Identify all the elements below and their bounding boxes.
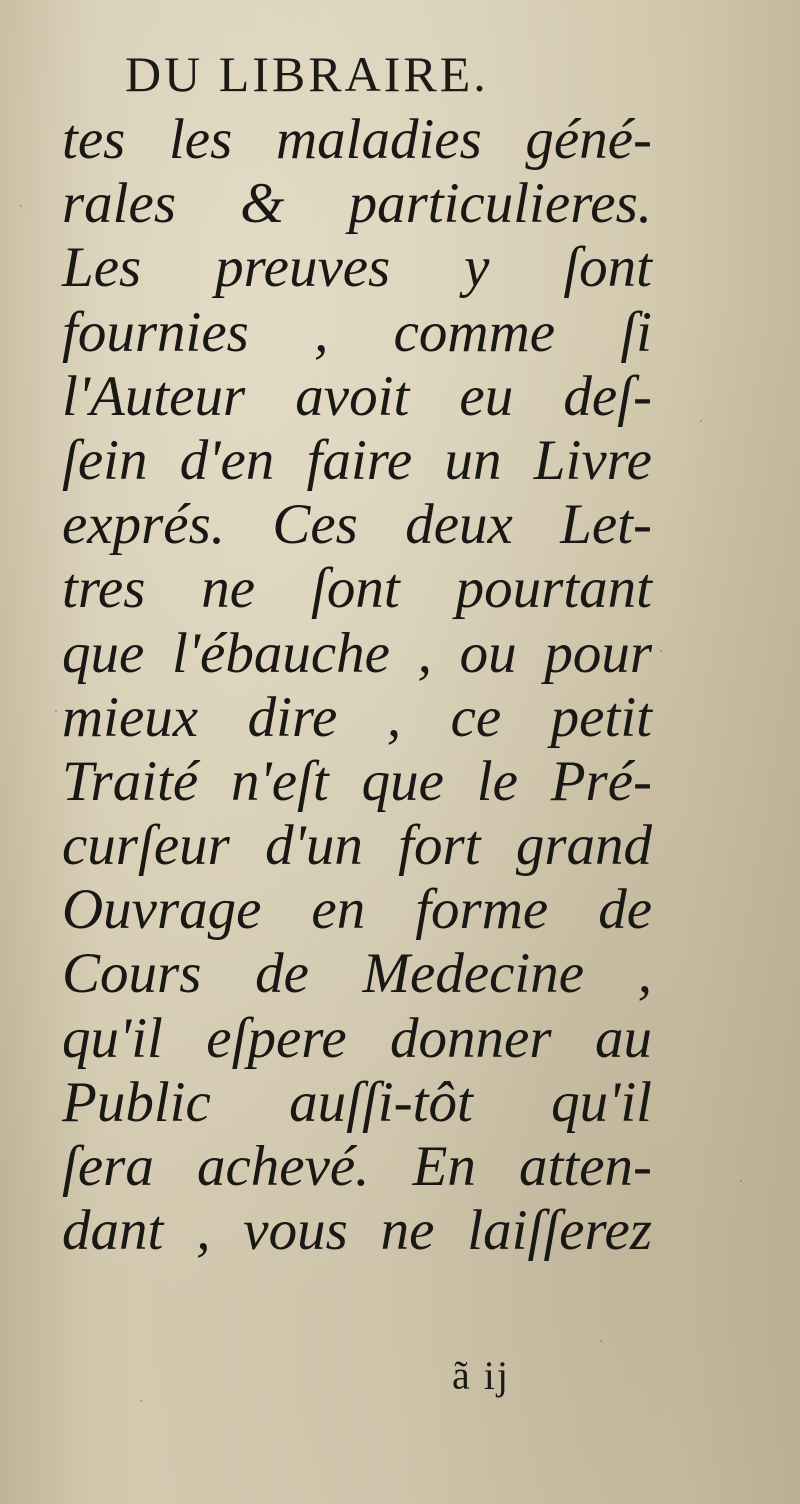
text-line: Traité n'eſt que le Pré- bbox=[62, 749, 652, 813]
text-line: l'Auteur avoit eu deſ- bbox=[62, 364, 652, 428]
paper-speck bbox=[740, 1180, 742, 1182]
text-line: Public auſſi-tôt qu'il bbox=[62, 1070, 652, 1134]
paper-speck bbox=[20, 205, 22, 207]
text-line: tes les maladies géné- bbox=[62, 108, 652, 171]
paper-speck bbox=[55, 710, 57, 712]
text-line: Les preuves y ſont bbox=[62, 236, 652, 300]
paper-speck bbox=[660, 650, 662, 652]
text-line: exprés. Ces deux Let- bbox=[62, 493, 652, 557]
paper-speck bbox=[700, 420, 702, 422]
text-line: tres ne ſont pourtant bbox=[62, 557, 652, 621]
text-line: que l'ébauche , ou pour bbox=[62, 621, 652, 685]
text-line: ſera achevé. En atten- bbox=[62, 1135, 652, 1198]
body-text bbox=[62, 108, 652, 1263]
text-line: Ouvrage en forme de bbox=[62, 878, 652, 942]
text-line: curſeur d'un fort grand bbox=[62, 814, 652, 878]
text-line: qu'il eſpere donner au bbox=[62, 1006, 652, 1070]
running-head: DU LIBRAIRE. bbox=[125, 46, 489, 102]
text-line: Cours de Medecine , bbox=[62, 942, 652, 1006]
signature-mark: ã ij bbox=[452, 1353, 510, 1398]
text-line: ſein d'en faire un Livre bbox=[62, 428, 652, 492]
paper-speck bbox=[600, 1340, 602, 1342]
paper-speck bbox=[140, 1400, 142, 1402]
text-line: fournies , comme ſi bbox=[62, 300, 652, 364]
text-line: rales & particulieres. bbox=[62, 172, 652, 236]
text-line: mieux dire , ce petit bbox=[62, 685, 652, 749]
text-line: dant , vous ne laiſſerez bbox=[62, 1199, 652, 1263]
